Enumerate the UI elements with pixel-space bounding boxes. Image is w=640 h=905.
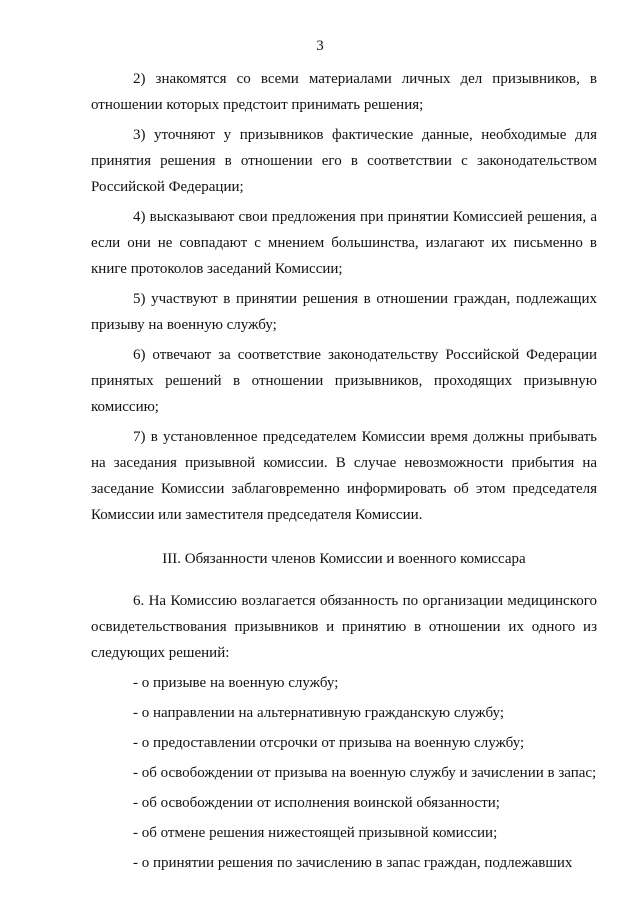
duty-paragraph-5: 5) участвуют в принятии решения в отношении граждан, подлежащих призыву на военную службу;: [91, 291, 597, 333]
list-item: - о предоставлении отсрочки от призыва на военную службу;: [133, 735, 525, 751]
list-item: - об освобождении от призыва на военную службу и зачислении в запас;: [133, 765, 597, 781]
duty-paragraph-7: 7) в установленное председателем Комиссии время должны прибывать на заседания призывной комиссии. В случае невозможности прибытия на заседание Комиссии заблаговременно информировать об этом председателя Комиссии или заместителя председателя Комиссии.: [91, 429, 597, 523]
duty-paragraph-6: 6) отвечают за соответствие законодательству Российской Федерации принятых решений в отношении призывников, проходящих призывную комиссию;: [91, 347, 597, 415]
duty-paragraph-3: 3) уточняют у призывников фактические данные, необходимые для принятия решения в отношении его в соответствии с законодательством Российской Федерации;: [91, 127, 597, 195]
duty-paragraph-2: 2) знакомятся со всеми материалами личных дел призывников, в отношении которых предстоит принимать решения;: [91, 71, 597, 113]
document-body: [91, 66, 597, 880]
list-item: - о направлении на альтернативную гражданскую службу;: [133, 705, 504, 721]
list-item: - о принятии решения по зачислению в запас граждан, подлежавших: [133, 855, 573, 871]
list-item: - о призыве на военную службу;: [133, 675, 339, 691]
list-item: - об освобождении от исполнения воинской обязанности;: [133, 795, 500, 811]
duty-paragraph-4: 4) высказывают свои предложения при принятии Комиссией решения, а если они не совпадают с мнением большинства, излагают их письменно в книге протоколов заседаний Комиссии;: [91, 209, 597, 277]
section-intro-paragraph: 6. На Комиссию возлагается обязанность по организации медицинского освидетельствования призывников и принятию в отношении их одного из следующих решений:: [91, 593, 597, 661]
list-item: - об отмене решения нижестоящей призывной комиссии;: [133, 825, 498, 841]
section-heading: III. Обязанности членов Комиссии и военного комиссара: [162, 551, 526, 567]
page-number: 3: [316, 38, 324, 54]
